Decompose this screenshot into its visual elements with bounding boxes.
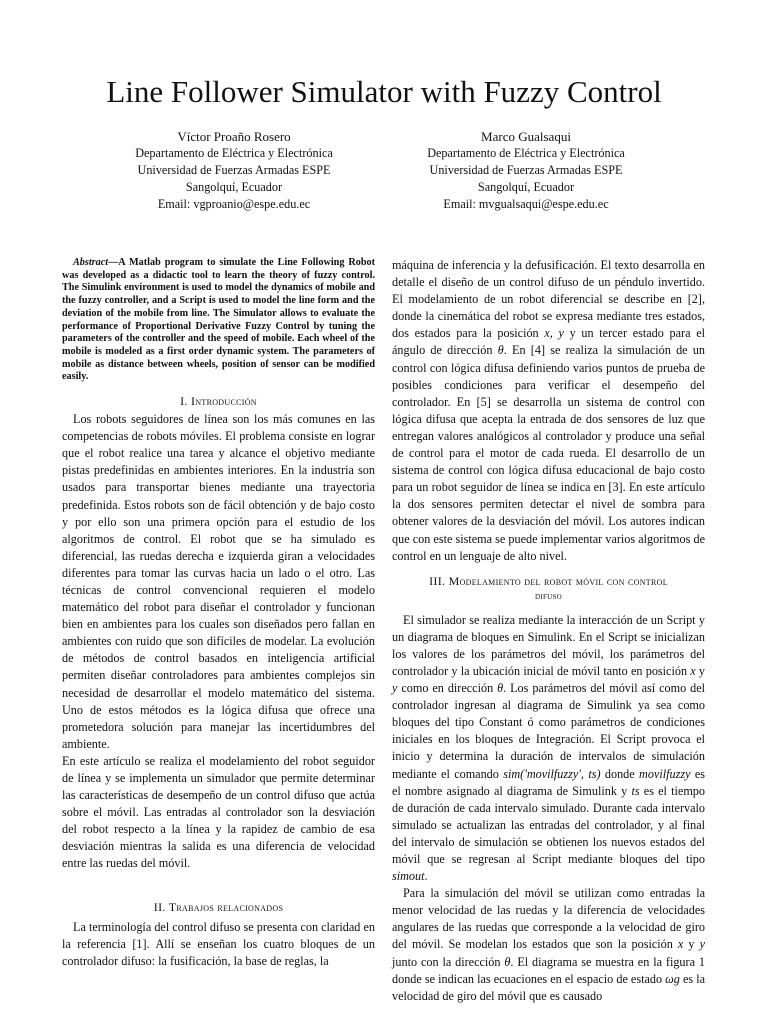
text-run: y [695,663,706,678]
text-run: como en dirección [397,681,498,696]
paragraph: La terminología del control difuso se presenta con claridad en la referencia [1]. Allí se enseñan los cuatro bloques de un controlador difuso: la fusificación, la base de reglas, la [62,919,375,968]
text-run: El simulador se realiza mediante la interacción de un Script y un diagrama de bloques en Simulink. En el Script se inicializan los valores de los parámetros del móvil, los parámetros del controlador y la ubicación inicial de móvil tanto en posición [392,612,705,678]
math-ts: ts [631,783,640,798]
text-run: y un tercer estado para el ángulo de dirección [392,326,706,358]
math-xy: x, y [544,326,564,341]
author-email: Email: mvgualsaqui@espe.edu.ec [443,197,609,211]
author-name: Marco Gualsaqui [481,129,571,144]
section-heading-trabajos-relacionados: II. Trabajos relacionados [153,899,284,914]
text-run: junto con la dirección [392,954,505,969]
paragraph: Los robots seguidores de línea son los más comunes en las competencias de robots móviles. El problema consiste en lograr que el robot realice una tarea y alcance el objetivo mediante pistas predefinidas en ambientes interiores. En la industria son usados para transportar bienes mediante una trayectoria predefinida. Estos robots son de fácil obtención y de bajo costo y por ello son una primera opción para el estudio de los algoritmos de control. El robot que se ha simulado es diferencial, las ruedas derecha e izquierda giran a velocidades diferentes para tomar las curvas hacia un lado o el otro. Las técnicas de control convencional requieren el modelo matemático del robot para diseñar el controlador y funcionan bien en ambientes para los cuales son diseñados pero fallan en ambientes con ruido que son difíciles de modelar. La evolución de métodos de control basados en inteligencia artificial permiten diseñar controladores para ambientes complejos sin necesidad de desarrollar el modelo matemático del sistema. Uno de estos métodos es la lógica difusa que ofrece una prometedora solución para manejar las incertidumbres del ambiente. [62,412,375,751]
author-block-2 [376,128,676,213]
math-y: y [699,937,705,952]
author-city: Sangolquí, Ecuador [185,180,283,194]
author-city: Sangolquí, Ecuador [477,180,575,194]
text-run: . El diagrama se muestra en la figura 1 donde se indican las ecuaciones en el espacio de estado [392,954,705,986]
text-run: . Los parámetros del móvil así como del controlador ingresan al diagrama de Simulink ya sea como bloques del tipo Constant ó como parámetros de condiciones iniciales en los bloques de Integración. El Script provoca el inicio y determina la duración de intervalos de simulación mediante el comando [392,681,705,781]
math-theta: θ [497,343,504,358]
text-run: es el nombre asignado al diagrama de Simulink y [392,766,706,798]
math-x: x [690,663,696,678]
math-sim-command: sim('movilfuzzy', ts) [503,766,601,781]
author-university: Universidad de Fuerzas Armadas ESPE [429,163,623,177]
author-block-1 [84,128,384,213]
author-department: Departamento de Eléctrica y Electrónica [427,146,625,160]
paragraph [392,612,705,886]
math-omega-g: ωg [665,971,680,986]
paragraph [392,885,705,1005]
math-x: x [677,937,684,952]
section-heading-introduccion: I. Introducción [180,394,257,409]
abstract-text: —A Matlab program to simulate the Line Following Robot was developed as a didactic tool to learn the theory of fuzzy control. The Simulink environment is used to model the dynamics of mobile and the fuzzy controller, and a Script is used to model the line form and the deviation of the mobile from line. The Simulator allows to evaluate the performance of Proportional Derivative Fuzzy Control by tuning the parameters of the controller and the speed of mobile. Each wheel of the mobile is modeled as a first order dynamic system. The parameters of mobile as distance between wheels, position of sensor can be modified easily. [62,257,375,383]
text-run: . En [4] se realiza la simulación de un control con lógica difusa definiendo varios puntos de prueba de posibles condiciones para verificar el desempeño del controlador. En [5] se desarrolla un sistema de control con lógica difusa que acepta la entrada de dos sensores de luz que entregan valores analógicos al controlador y produce una señal de control para el motor de cada rueda. El desarrollo de un sistema de control con lógica difusa educacional de bajo costo para un robot seguidor de línea se indica en [3]. En este artículo la dos sensores permiten detectar el nivel de sombra para obtener valores de la desviación del móvil. Los autores indican que con este sistema se puede implementar varios algoritmos de control en un lenguaje de alto nivel. [392,343,706,563]
text-run: . [424,869,428,884]
paper-title: Line Follower Simulator with Fuzzy Control [106,74,662,109]
section-heading-modelamiento [392,574,705,604]
abstract [62,257,375,384]
text-run: máquina de inferencia y la defusificación. El texto desarrolla en detalle el diseño de un control difuso de un péndulo invertido. El modelamiento de un robot diferencial se describe en [2], donde la cinemática del robot se expresa mediante tres estados, dos estados para la posición [392,258,705,341]
author-department: Departamento de Eléctrica y Electrónica [135,146,333,160]
paragraph: En este artículo se realiza el modelamiento del robot seguidor de línea y se implementa un simulador que permite determinar las características de desempeño de un control difuso que actúa sobre el móvil. Las entradas al controlador son la desviación del robot respecto a la línea y la rapidez de cambio de esa desviación mientras la salida es una diferencia de velocidad entre las ruedas del móvil. [62,753,375,871]
paragraph [392,257,705,565]
left-column [62,257,375,970]
author-name: Víctor Proaño Rosero [177,129,291,144]
math-theta: θ [504,954,511,969]
abstract-lead: Abstract [73,257,109,268]
math-movilfuzzy: movilfuzzy [639,766,691,781]
section-heading-line: III. Modelamiento del robot móvil con control [429,573,668,588]
math-y: y [392,681,398,696]
author-university: Universidad de Fuerzas Armadas ESPE [137,163,331,177]
math-theta: θ [497,681,504,696]
text-run: es el tiempo de duración de cada intervalo simulado. Durante cada intervalo simulado se actualizan las entradas del controlador, y al final del intervalo de simulación se obtienen los nuevos estados del móvil que se regresan al Script mediante bloques del tipo [392,783,705,866]
text-run: es la velocidad de giro del móvil que es causado [392,971,705,1003]
text-run: donde [600,766,640,781]
math-simout: simout [392,869,425,884]
section-heading-line: difuso [534,590,563,602]
author-email: Email: vgproanio@espe.edu.ec [157,197,311,211]
text-run: y [683,937,700,952]
right-column [392,257,705,1005]
text-run: Para la simulación del móvil se utilizan como entradas la menor velocidad de las ruedas y la diferencia de velocidades angulares de las ruedas que corresponde a la velocidad de giro del móvil. Se modelan los estados que son la posición [392,886,705,952]
